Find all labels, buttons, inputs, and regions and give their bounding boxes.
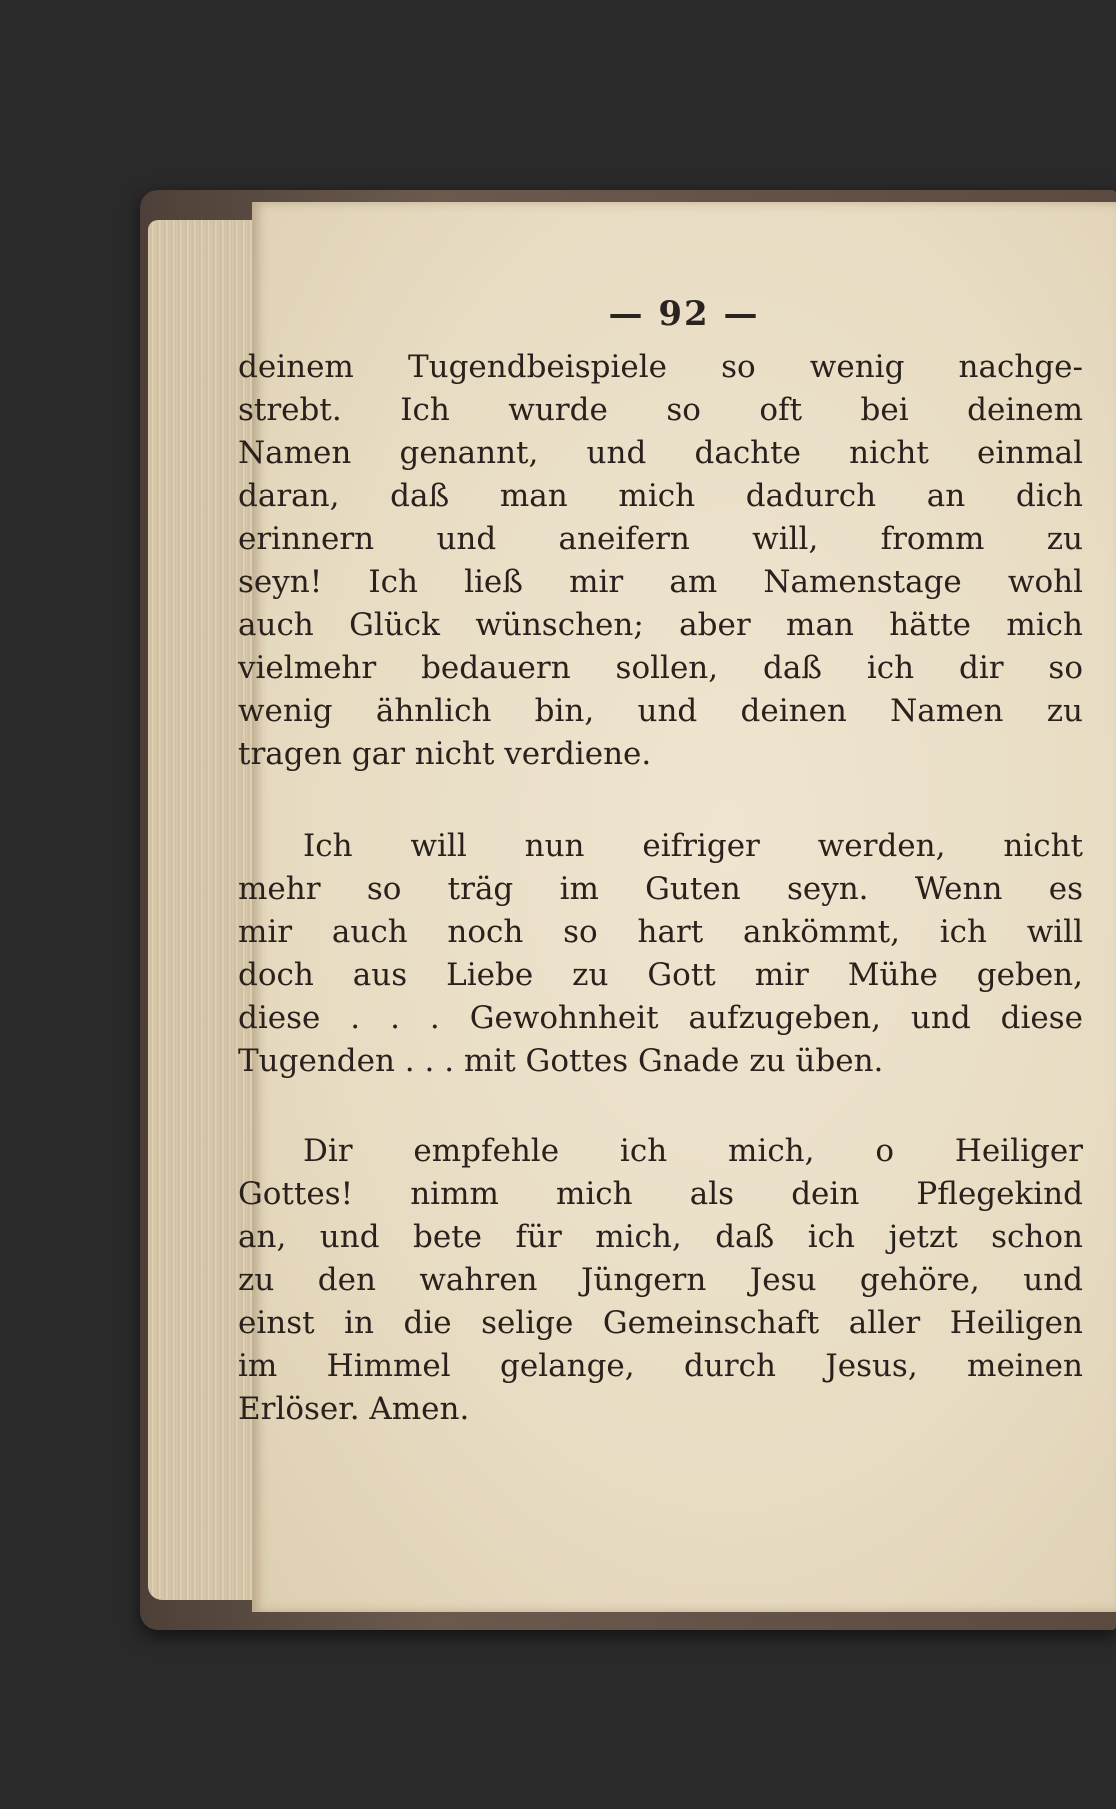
text-line: tragen gar nicht verdiene. — [238, 736, 652, 772]
text-line: deinem Tugendbeispiele so wenig nachge- — [238, 349, 1083, 385]
text-line: strebt. Ich wurde so oft bei deinem — [238, 392, 1083, 428]
text-line: daran, daß man mich dadurch an dich — [238, 478, 1083, 514]
text-line: Ich will nun eifriger werden, nicht — [303, 828, 1083, 864]
text-line: erinnern und aneifern will, fromm zu — [238, 521, 1083, 557]
text-line: im Himmel gelange, durch Jesus, meinen — [238, 1348, 1083, 1384]
text-line: mehr so träg im Guten seyn. Wenn es — [238, 871, 1083, 907]
text-line: Gottes! nimm mich als dein Pflegekind — [238, 1176, 1083, 1212]
text-line: Tugenden . . . mit Gottes Gnade zu üben. — [238, 1043, 884, 1079]
text-line: einst in die selige Gemeinschaft aller Heiligen — [238, 1305, 1083, 1341]
text-line: Dir empfehle ich mich, o Heiliger — [303, 1133, 1083, 1169]
text-line: mir auch noch so hart ankömmt, ich will — [238, 914, 1083, 950]
text-line: Namen genannt, und dachte nicht einmal — [238, 435, 1083, 471]
page-number: — 92 — — [608, 294, 760, 334]
text-line: Erlöser. Amen. — [238, 1391, 470, 1427]
text-line: wenig ähnlich bin, und deinen Namen zu — [238, 693, 1083, 729]
text-line: zu den wahren Jüngern Jesu gehöre, und — [238, 1262, 1083, 1298]
text-line: doch aus Liebe zu Gott mir Mühe geben, — [238, 957, 1083, 993]
text-line: an, und bete für mich, daß ich jetzt schon — [238, 1219, 1083, 1255]
text-line: vielmehr bedauern sollen, daß ich dir so — [238, 650, 1083, 686]
text-line: diese . . . Gewohnheit aufzugeben, und diese — [238, 1000, 1083, 1036]
text-line: seyn! Ich ließ mir am Namenstage wohl — [238, 564, 1083, 600]
text-line: auch Glück wünschen; aber man hätte mich — [238, 607, 1083, 643]
